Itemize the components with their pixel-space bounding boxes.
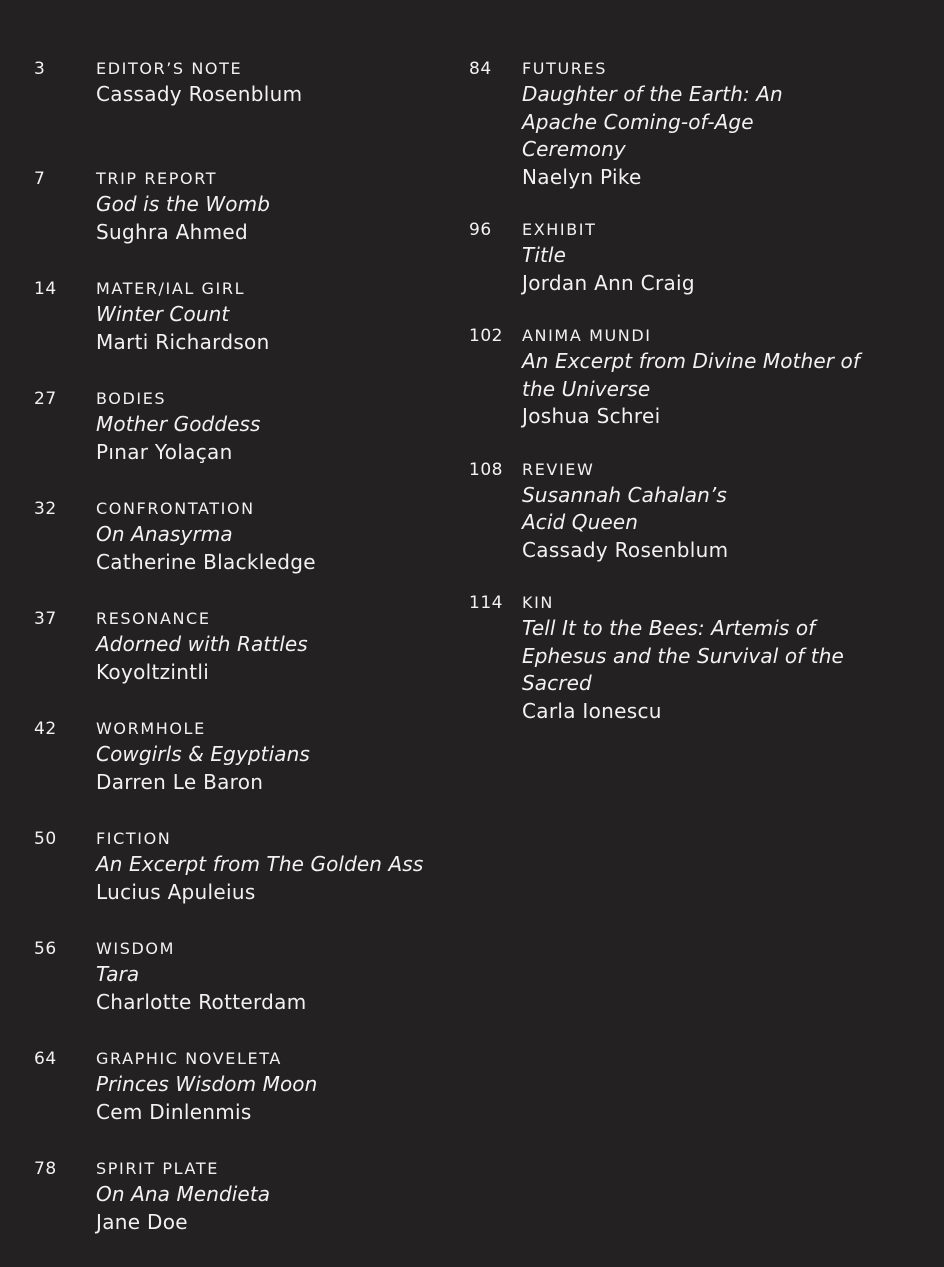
page-number: 64 xyxy=(34,1049,57,1069)
entry-text xyxy=(96,387,474,466)
author-name: Cassady Rosenblum xyxy=(522,537,729,562)
author-name: Darren Le Baron xyxy=(96,769,264,794)
section-label: WISDOM xyxy=(96,939,176,958)
section-label: EXHIBIT xyxy=(522,220,597,239)
toc-entry[interactable] xyxy=(34,387,474,470)
page-number: 3 xyxy=(34,59,46,79)
entry-text xyxy=(96,607,474,686)
page-number: 42 xyxy=(34,719,57,739)
entry-text xyxy=(522,458,909,565)
entry-text xyxy=(96,57,474,109)
article-title: Princes Wisdom Moon xyxy=(96,1072,318,1096)
article-title: An Excerpt from Divine Mother of the Universe xyxy=(522,349,861,401)
section-label: CONFRONTATION xyxy=(96,499,255,518)
page-number: 102 xyxy=(469,326,503,346)
page-number: 27 xyxy=(34,389,57,409)
toc-entry[interactable] xyxy=(34,57,474,140)
section-label: KIN xyxy=(522,593,554,612)
author-name: Cem Dinlenmis xyxy=(96,1099,252,1124)
entry-text xyxy=(522,324,909,431)
page-number: 84 xyxy=(469,59,492,79)
section-label: ANIMA MUNDI xyxy=(522,326,652,345)
author-name: Koyoltzintli xyxy=(96,659,210,684)
entry-text xyxy=(522,57,909,191)
entry-text xyxy=(96,717,474,796)
section-label: GRAPHIC NOVELETA xyxy=(96,1049,282,1068)
article-title: An Excerpt from The Golden Ass xyxy=(96,852,424,876)
page-number: 7 xyxy=(34,169,46,189)
article-title: Winter Count xyxy=(96,302,230,326)
section-label: FUTURES xyxy=(522,59,607,78)
author-name: Lucius Apuleius xyxy=(96,879,256,904)
entry-text xyxy=(96,277,474,356)
toc-entry[interactable] xyxy=(469,591,909,725)
article-title: God is the Womb xyxy=(96,192,270,216)
article-title: Tell It to the Bees: Artemis of Ephesus and the Survival of the Sacred xyxy=(522,616,844,695)
toc-entry[interactable] xyxy=(34,277,474,360)
page-number: 78 xyxy=(34,1159,57,1179)
author-name: Jane Doe xyxy=(96,1209,188,1234)
entry-text xyxy=(96,1157,474,1236)
author-name: Marti Richardson xyxy=(96,329,270,354)
section-label: RESONANCE xyxy=(96,609,211,628)
article-title: On Ana Mendieta xyxy=(96,1182,271,1206)
section-label: FICTION xyxy=(96,829,172,848)
section-label: MATER/IAL GIRL xyxy=(96,279,246,298)
page-number: 32 xyxy=(34,499,57,519)
page-number: 50 xyxy=(34,829,57,849)
toc-entry[interactable] xyxy=(469,324,909,431)
article-title: On Anasyrma xyxy=(96,522,233,546)
page-number: 108 xyxy=(469,459,503,480)
entry-text xyxy=(522,591,909,725)
article-title: Daughter of the Earth: An Apache Coming-of-Age Ceremony xyxy=(522,82,783,161)
section-label: BODIES xyxy=(96,389,167,408)
page-number: 14 xyxy=(34,279,57,299)
article-title: Tara xyxy=(96,962,140,986)
section-label: WORMHOLE xyxy=(96,719,206,738)
toc-entry[interactable] xyxy=(34,827,474,910)
author-name: Carla Ionescu xyxy=(522,698,662,723)
author-name: Catherine Blackledge xyxy=(96,549,316,574)
author-name: Pınar Yolaçan xyxy=(96,439,233,464)
toc-entry[interactable] xyxy=(34,717,474,800)
article-title: Title xyxy=(522,243,566,267)
section-label: TRIP REPORT xyxy=(96,169,218,188)
page-number: 96 xyxy=(469,220,492,240)
toc-left-column xyxy=(34,57,474,1267)
entry-text xyxy=(96,497,474,576)
author-name: Jordan Ann Craig xyxy=(522,270,695,295)
article-title: Mother Goddess xyxy=(96,412,261,436)
section-label: REVIEW xyxy=(522,459,595,479)
entry-text xyxy=(96,167,474,246)
author-name: Charlotte Rotterdam xyxy=(96,989,307,1014)
entry-text xyxy=(522,218,909,297)
entry-text xyxy=(96,1047,474,1126)
author-name: Naelyn Pike xyxy=(522,164,642,189)
toc-entry[interactable] xyxy=(34,497,474,580)
toc-right-column xyxy=(469,57,909,752)
author-name: Joshua Schrei xyxy=(522,404,661,428)
toc-entry[interactable] xyxy=(469,57,909,191)
toc-entry[interactable] xyxy=(34,1157,474,1240)
toc-entry[interactable] xyxy=(34,167,474,250)
section-label: EDITOR’S NOTE xyxy=(96,59,243,78)
toc-entry[interactable] xyxy=(34,607,474,690)
page-number: 56 xyxy=(34,939,57,959)
page-number: 114 xyxy=(469,593,503,613)
author-name: Sughra Ahmed xyxy=(96,219,249,244)
toc-entry[interactable] xyxy=(34,1047,474,1130)
toc-entry[interactable] xyxy=(469,458,909,565)
entry-text xyxy=(96,937,474,1016)
page-number: 37 xyxy=(34,609,57,629)
article-title: Cowgirls & Egyptians xyxy=(96,742,310,766)
toc-entry[interactable] xyxy=(34,937,474,1020)
section-label: SPIRIT PLATE xyxy=(96,1159,219,1178)
entry-text xyxy=(96,827,474,906)
toc-entry[interactable] xyxy=(469,218,909,297)
article-title: Adorned with Rattles xyxy=(96,632,308,656)
article-title: Susannah Cahalan’s Acid Queen xyxy=(522,482,727,534)
author-name: Cassady Rosenblum xyxy=(96,82,303,106)
